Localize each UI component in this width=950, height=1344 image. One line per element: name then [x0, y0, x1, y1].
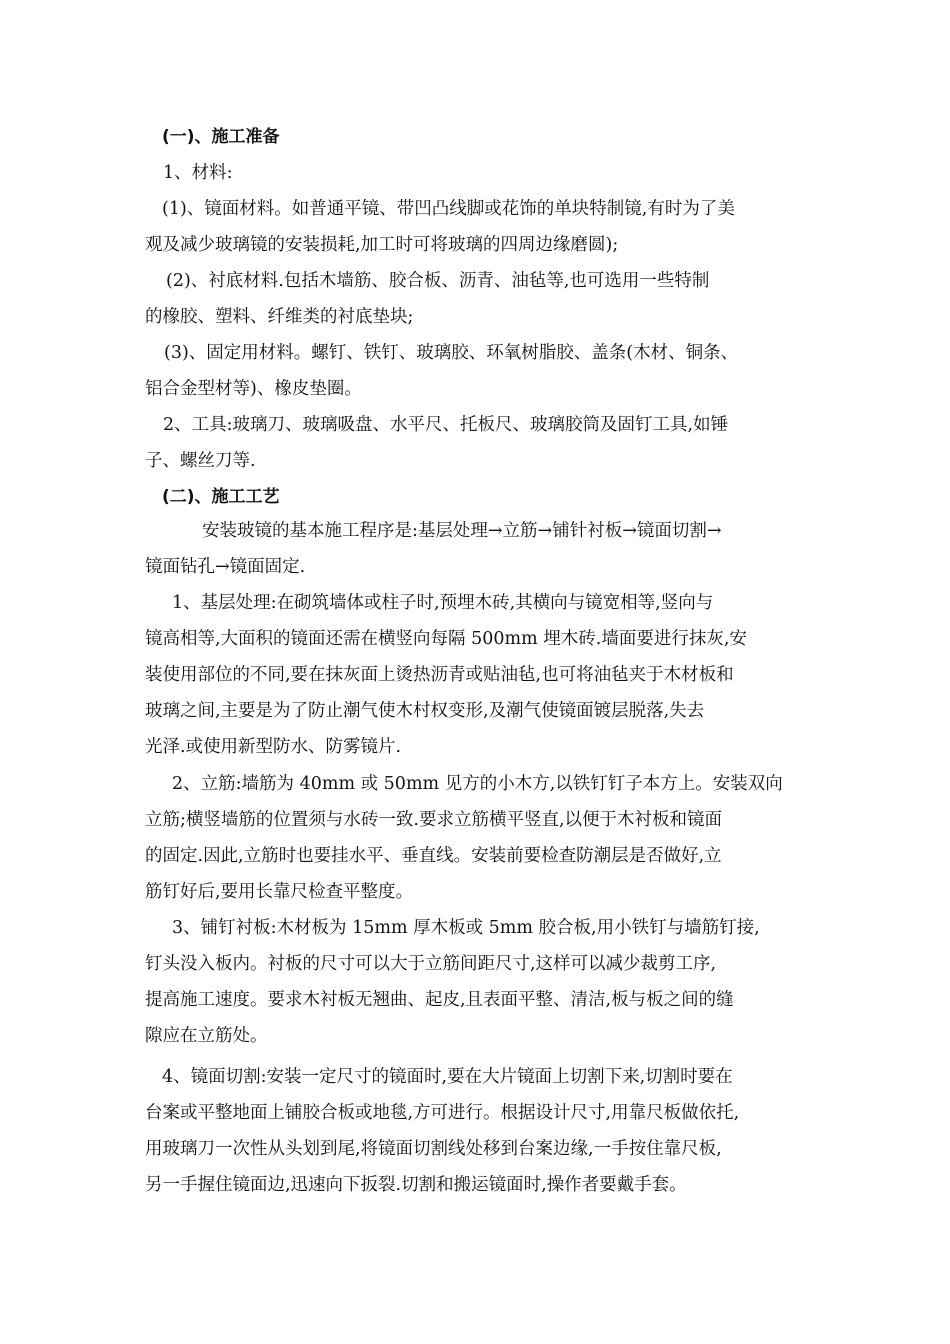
paragraph-line: 子、螺丝刀等. — [145, 451, 256, 471]
paragraph-line: 镜面钻孔→镜面固定. — [145, 557, 306, 577]
paragraph-line: 的固定.因此,立筋时也要挂水平、垂直线。安装前要检查防潮层是否做好,立 — [145, 846, 722, 866]
paragraph-line: 观及减少玻璃镜的安装损耗,加工时可将玻璃的四周边缘磨圆); — [145, 235, 619, 255]
paragraph-line: 隙应在立筋处。 — [145, 1026, 268, 1046]
paragraph-line: 的橡胶、塑料、纤维类的衬底垫块; — [145, 307, 414, 327]
paragraph-line: (1)、镜面材料。如普通平镜、带凹凸线脚或花饰的单块特制镜,有时为了美 — [162, 199, 735, 219]
paragraph-line: 装使用部位的不同,要在抹灰面上烫热沥青或贴油毡,也可将油毡夹于木材板和 — [145, 665, 734, 685]
paragraph-line: 4、镜面切割:安装一定尺寸的镜面时,要在大片镜面上切割下来,切割时要在 — [162, 1067, 733, 1087]
paragraph-line: 筋钉好后,要用长靠尺检查平整度。 — [145, 882, 414, 902]
paragraph-line: 台案或平整地面上铺胶合板或地毯,方可进行。根据设计尺寸,用靠尺板做依托, — [145, 1103, 740, 1123]
paragraph-line: 另一手握住镜面边,迅速向下扳裂.切割和搬运镜面时,操作者要戴手套。 — [145, 1175, 687, 1195]
paragraph-line: 提高施工速度。要求木衬板无翘曲、起皮,且表面平整、清洁,板与板之间的缝 — [145, 990, 734, 1010]
paragraph-line: 镜高相等,大面积的镜面还需在横竖向每隔 500mm 埋木砖.墙面要进行抹灰,安 — [145, 629, 747, 649]
materials-title: 1、材料: — [163, 163, 233, 183]
paragraph-line: (3)、固定用材料。螺钉、铁钉、玻璃胶、环氧树脂胶、盖条(木材、铜条、 — [164, 343, 739, 363]
paragraph-line: (2)、衬底材料.包括木墙筋、胶合板、沥青、油毡等,也可选用一些特制 — [166, 271, 710, 291]
paragraph-line: 安装玻镜的基本施工程序是:基层处理→立筋→铺针衬板→镜面切割→ — [202, 521, 722, 541]
section-heading-process: (二)、施工工艺 — [162, 487, 280, 507]
paragraph-line: 光泽.或使用新型防水、防雾镜片. — [145, 737, 402, 757]
paragraph-line: 铝合金型材等)、橡皮垫圈。 — [145, 379, 362, 399]
paragraph-line: 玻璃之间,主要是为了防止潮气使木村权变形,及潮气使镜面镀层脱落,失去 — [145, 701, 705, 721]
paragraph-line: 用玻璃刀一次性从头划到尾,将镜面切割线处移到台案边缘,一手按住靠尺板, — [145, 1139, 722, 1159]
paragraph-line: 1、基层处理:在砌筑墙体或柱子时,预埋木砖,其横向与镜宽相等,竖向与 — [172, 593, 714, 613]
paragraph-line: 3、铺钉衬板:木材板为 15mm 厚木板或 5mm 胶合板,用小铁钉与墙筋钉接, — [172, 918, 760, 938]
section-heading-preparation: (一)、施工准备 — [162, 127, 280, 147]
paragraph-line: 2、立筋:墙筋为 40mm 或 50mm 见方的小木方,以铁钉钉子本方上。安装双向 — [172, 774, 783, 794]
paragraph-line: 2、工具:玻璃刀、玻璃吸盘、水平尺、托板尺、玻璃胶筒及固钉工具,如锤 — [163, 415, 729, 435]
paragraph-line: 钉头没入板内。衬板的尺寸可以大于立筋间距尺寸,这样可以减少裁剪工序, — [145, 954, 717, 974]
paragraph-line: 立筋;横竖墙筋的位置须与水砖一致.要求立筋横平竖直,以便于木衬板和镜面 — [145, 810, 723, 830]
